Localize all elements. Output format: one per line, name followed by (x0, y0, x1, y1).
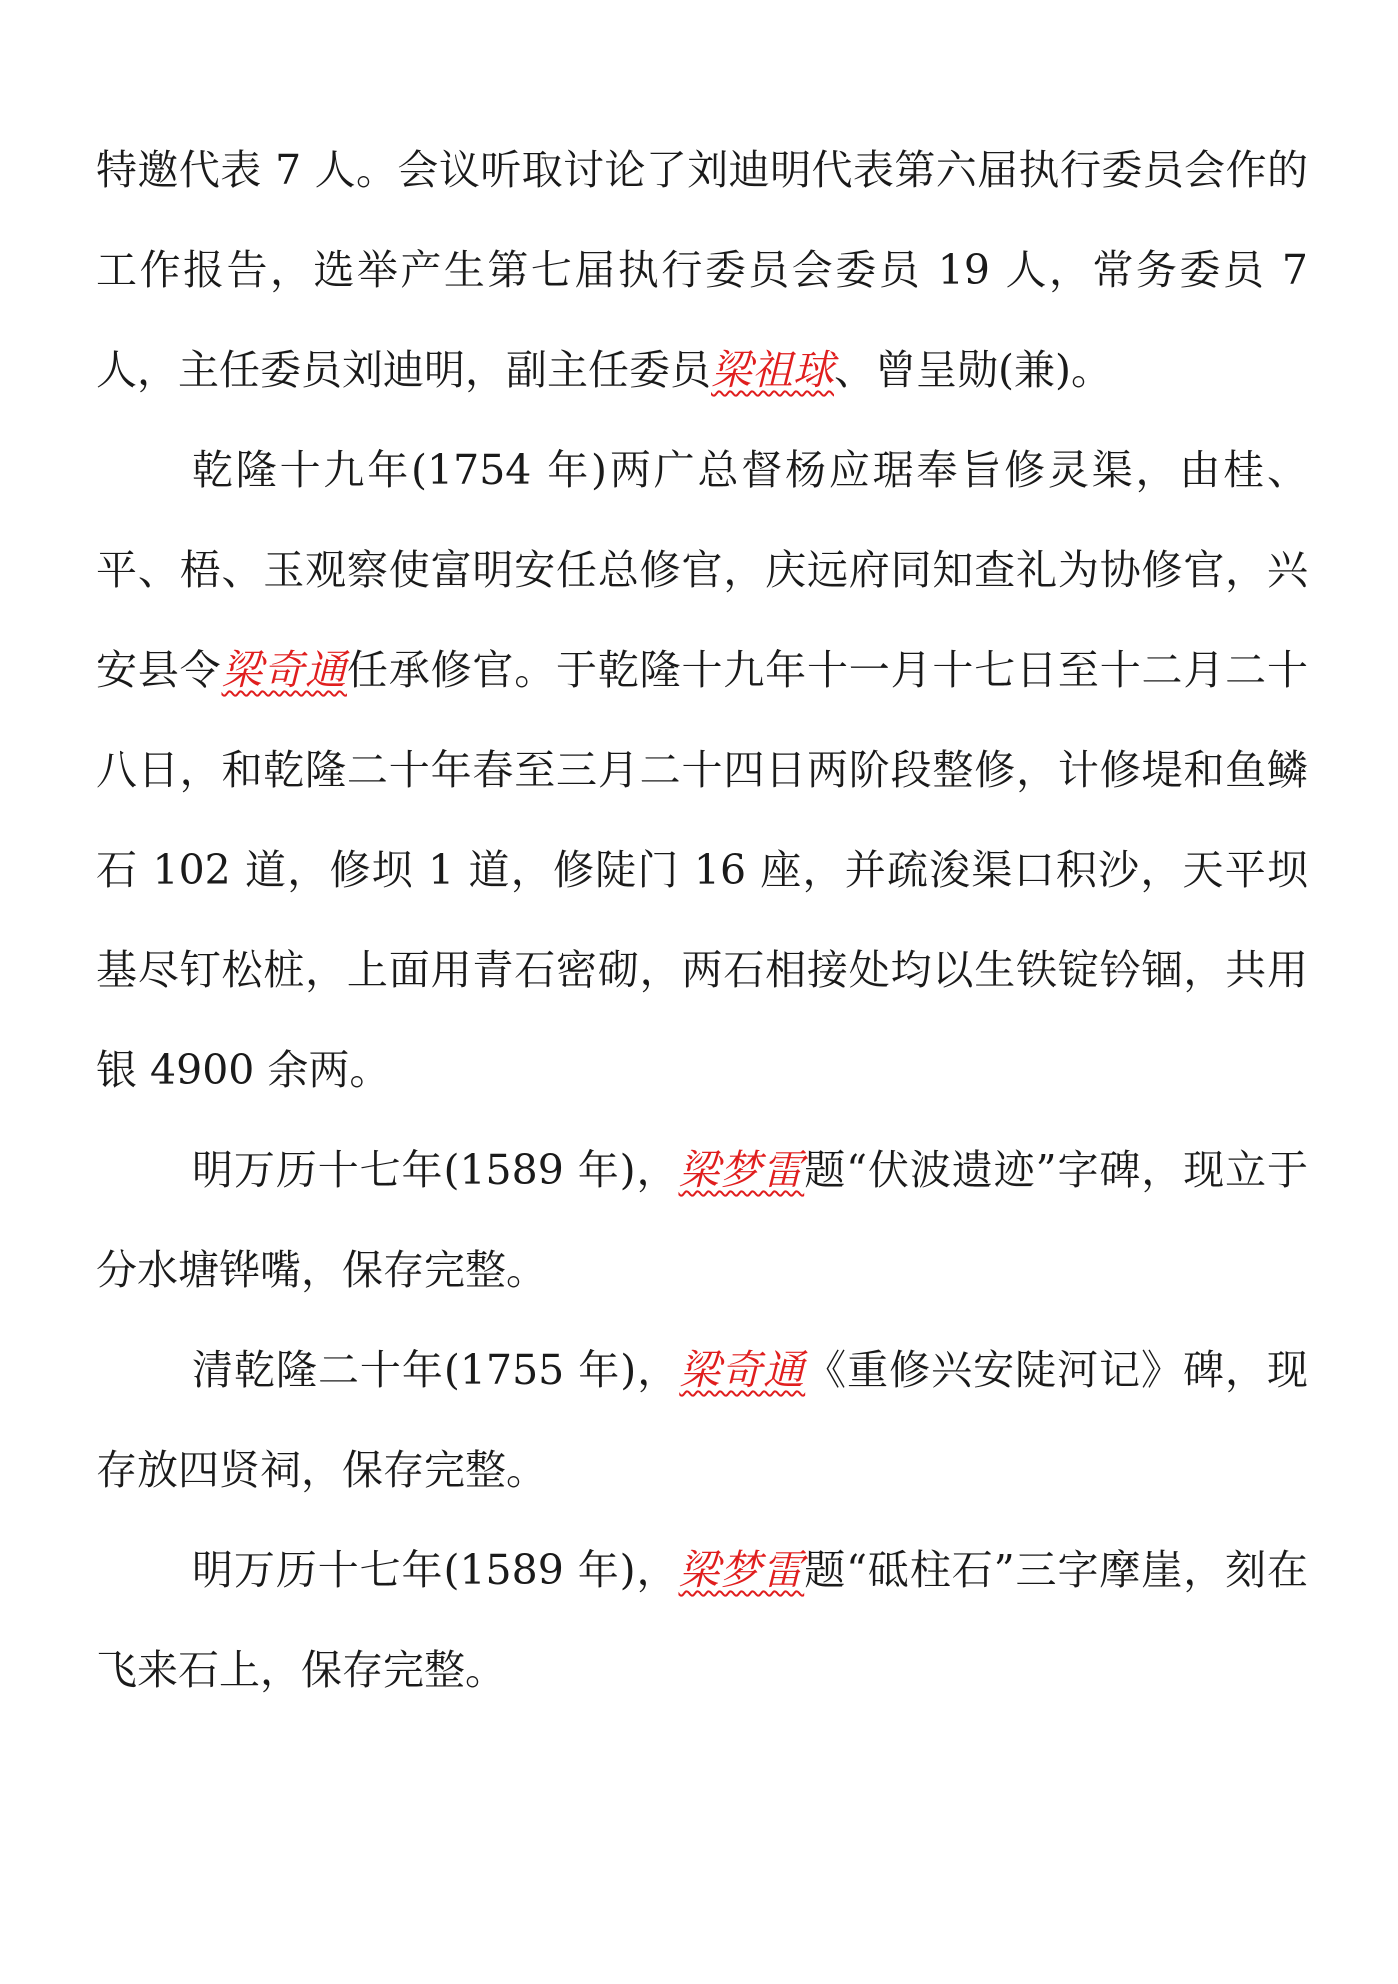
highlighted-name: 梁祖球 (711, 346, 834, 394)
document-body (96, 120, 1308, 1720)
highlighted-name: 梁奇通 (221, 646, 347, 694)
paragraph-2 (96, 420, 1308, 1120)
paragraph-4 (96, 1320, 1308, 1520)
paragraph-5 (96, 1520, 1308, 1720)
paragraph-1-text-b: 、曾呈勋(兼)。 (834, 346, 1112, 394)
paragraph-4-text-b: 《重修兴安陡河记》碑，现存放四贤祠，保存完整。 (96, 1346, 1308, 1494)
paragraph-2-text-b: 任承修官。于乾隆十九年十一月十七日至十二月二十八日，和乾隆二十年春至三月二十四日两阶段整修，计修堤和鱼鳞石 102 道，修坝 1 道，修陡门 16 座，并疏浚渠口积沙，天平坝基尽钉松桩，上面用青石密砌，两石相接处均以生铁锭钤锢，共用银 4900 余两。 (96, 646, 1309, 1094)
paragraph-2-text-a: 乾隆十九年(1754 年)两广总督杨应琚奉旨修灵渠，由桂、平、梧、玉观察使富明安任总修官，庆远府同知查礼为协修官，兴安县令 (96, 446, 1308, 694)
paragraph-1-text-a: 特邀代表 7 人。会议听取讨论了刘迪明代表第六届执行委员会作的工作报告，选举产生第七届执行委员会委员 19 人，常务委员 7 人，主任委员刘迪明，副主任委员 (96, 146, 1308, 394)
paragraph-3-text-a: 明万历十七年(1589 年)， (192, 1146, 679, 1194)
highlighted-name: 梁梦雷 (678, 1546, 805, 1594)
paragraph-1 (96, 120, 1308, 420)
paragraph-5-text-a: 明万历十七年(1589 年)， (192, 1546, 679, 1594)
paragraph-3-text-b: 题“伏波遗迹”字碑，现立于分水塘铧嘴，保存完整。 (96, 1146, 1309, 1294)
paragraph-5-text-b: 题“砥柱石”三字摩崖，刻在飞来石上，保存完整。 (96, 1546, 1309, 1694)
paragraph-4-text-a: 清乾隆二十年(1755 年)， (192, 1346, 680, 1394)
paragraph-3 (96, 1120, 1308, 1320)
highlighted-name: 梁奇通 (679, 1346, 806, 1394)
highlighted-name: 梁梦雷 (678, 1146, 805, 1194)
